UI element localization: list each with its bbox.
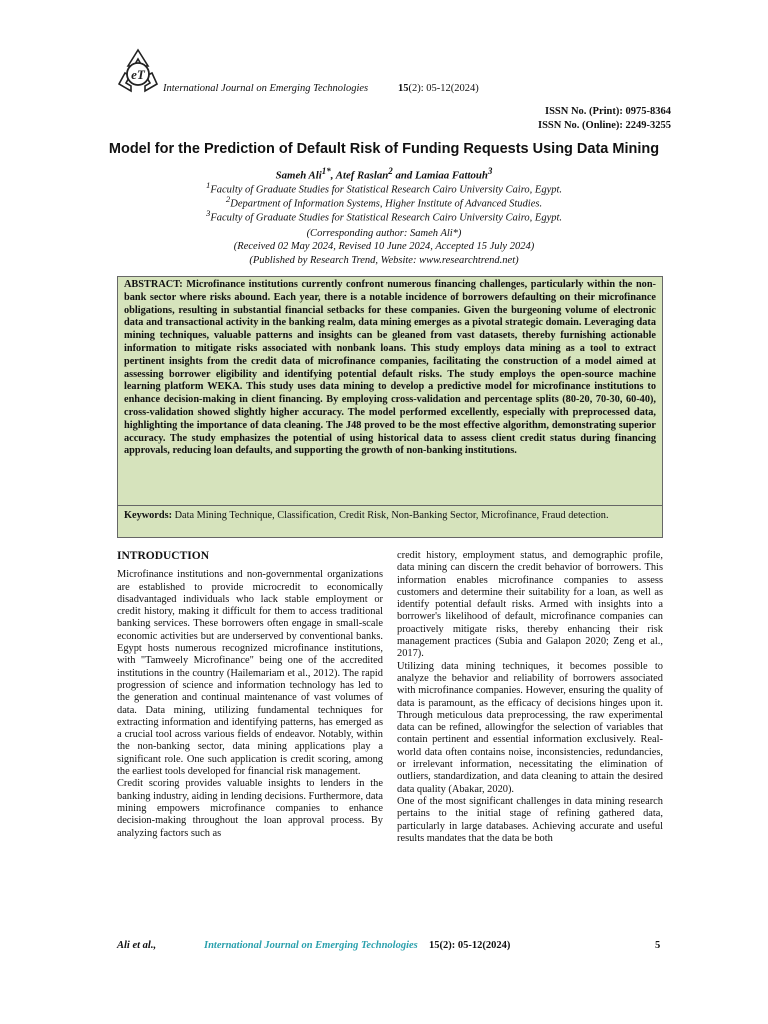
paragraph: Microfinance institutions and non-governmental organizations are established to provide microcredit to economically disadvantaged individuals who lack stable employment or credit history, making it difficult for them to access traditional banking services. These borrowers often engage in small-scale economic activities but are underserved by conventional banks. Egypt hosts numerous recognized microfinance institutions, with "Tamweely Microfinance" being one of the accredited institutions in the country (Hailemariam et al., 2012). The rapid progression of science and information technology has led to the generation and continual maintenance of vast volumes of data. Data mining, utilizing fundamental techniques for extracting information and identifying patterns, has emerged as a crucial tool across various fields of endeavor. Notably, within the non-banking sector, data mining applications play a significant role. One such application is credit scoring, among the earliest tools developed for financial risk management.: [117, 569, 383, 778]
keywords-label: Keywords:: [124, 510, 173, 521]
keywords-text: Data Mining Technique, Classification, Credit Risk, Non-Banking Sector, Microfinance, Fraud detection.: [172, 510, 609, 521]
paragraph: Credit scoring provides valuable insights to lenders in the banking industry, aiding in lending decisions. Furthermore, data mining empowers microfinance companies to enhance decision-making throughout the loan approval process. By analyzing factors such as: [117, 778, 383, 839]
abstract-box: [117, 276, 663, 506]
journal-logo-icon: [112, 46, 164, 98]
abstract-label: ABSTRACT:: [124, 279, 183, 290]
author-name: Lamiaa Fattouh: [414, 169, 488, 182]
issn-online: ISSN No. (Online): 2249-3255: [537, 120, 671, 131]
published-by: (Published by Research Trend, Website: www.researchtrend.net): [249, 255, 519, 266]
corresponding-author: (Corresponding author: Sameh Ali*): [306, 228, 462, 239]
footer-journal: International Journal on Emerging Technologies: [204, 940, 418, 951]
author-name: Atef Raslan: [335, 169, 389, 182]
svg-text:eT: eT: [131, 67, 145, 82]
affiliation-2: $^2$Department of Information Systems, Higher Institute of Advanced Studies.: [225, 194, 543, 210]
author-list: Sameh Ali$^{1*}$, Atef Raslan$^2$ and Lamiaa Fattouh$^3$: [275, 166, 493, 182]
abstract-text: Microfinance institutions currently confront numerous financing challenges, particularly within the non-bank sector where risks abound. Each year, there is a notable incidence of borrowers defaulting on their microfinance obligations, resulting in substantial financial setbacks for these companies. Given the burgeoning volume of electronic data and transactional activity in the banking realm, data mining emerges as a pivotal strategic domain. Leveraging data mining techniques, valuable patterns and insights can be gleaned from vast datasets, thereby furnishing actionable information to mitigate risks associated with nonbank loans. This study employs data mining as a tool to extract pertinent insights from the credit data of microfinance companies, facilitating the construction of a model aimed at assessing borrower eligibility and identifying potential default risks. The study employs the open-source machine learning platform WEKA. This study uses data mining to develop a predictive model for microfinance institutions to enhance decision-making in client financing. By employing cross-validation and percentage splits (80-20, 70-30, 60-40), cross-validation showed slightly higher accuracy. The model performed excellently, especially with preprocessed data, highlighting the importance of data cleaning. The J48 proved to be the most effective algorithm, demonstrating superior accuracy. The study emphasizes the potential of using historical data to assess client credit status during financing approvals, reducing loan defaults, and supporting the growth of non-banking institutions.: [124, 279, 656, 457]
header-journal-name: International Journal on Emerging Technologies: [163, 83, 369, 94]
left-column: [117, 550, 383, 840]
footer-authors: Ali et al.,: [117, 940, 157, 951]
paragraph: Utilizing data mining techniques, it becomes possible to analyze the behavior and reliability of borrowers associated with microfinance companies. However, ensuring the quality of data is paramount, as the efficacy of decisions hinges upon it. Through meticulous data preprocessing, the raw experimental data can be refined, allowingfor the selection of variables that contain pertinent and essential information exclusively. Real-world data often contains noise, inconsistencies, redundancies, or irrelevant information, necessitating the elimination of outliers, standardization, and data cleaning to attain the desired data quality (Abakar, 2020).: [397, 660, 663, 795]
section-heading: INTRODUCTION: [117, 550, 210, 562]
header-issue: 15(2): 05-12(2024): [398, 83, 479, 94]
affiliation-3: $^3$Faculty of Graduate Studies for Statistical Research Cairo University Cairo, Egypt.: [205, 208, 563, 224]
received-dates: (Received 02 May 2024, Revised 10 June 2024, Accepted 15 July 2024): [233, 241, 535, 252]
right-column: [397, 550, 663, 845]
page-number: 5: [655, 940, 661, 951]
paragraph: One of the most significant challenges in data mining research pertains to the initial stage of refining gathered data, particularly in large databases. Achieving accurate and useful results mandates that the data be both: [397, 795, 663, 844]
paper-title: Model for the Prediction of Default Risk of Funding Requests Using Data Mining: [108, 141, 660, 157]
footer-issue: 15(2): 05-12(2024): [429, 940, 511, 951]
author-name: Sameh Ali: [275, 169, 322, 182]
paragraph: credit history, employment status, and demographic profile, data mining can discern the credit behavior of borrowers. This information enables microfinance companies to assess customers and determine their suitability for a loan, as well as identify potential default risks. Armed with insights into a borrower's likelihood of default, microfinance companies can proactively mitigate risks, thereby enhancing their risk management practices (Subia and Galapon 2020; Zeng et al., 2017).: [397, 550, 663, 660]
issn-print: ISSN No. (Print): 0975-8364: [545, 106, 671, 117]
keywords-box: [117, 506, 663, 538]
affiliation-1: $^1$Faculty of Graduate Studies for Statistical Research Cairo University Cairo, Egypt.: [205, 180, 563, 196]
